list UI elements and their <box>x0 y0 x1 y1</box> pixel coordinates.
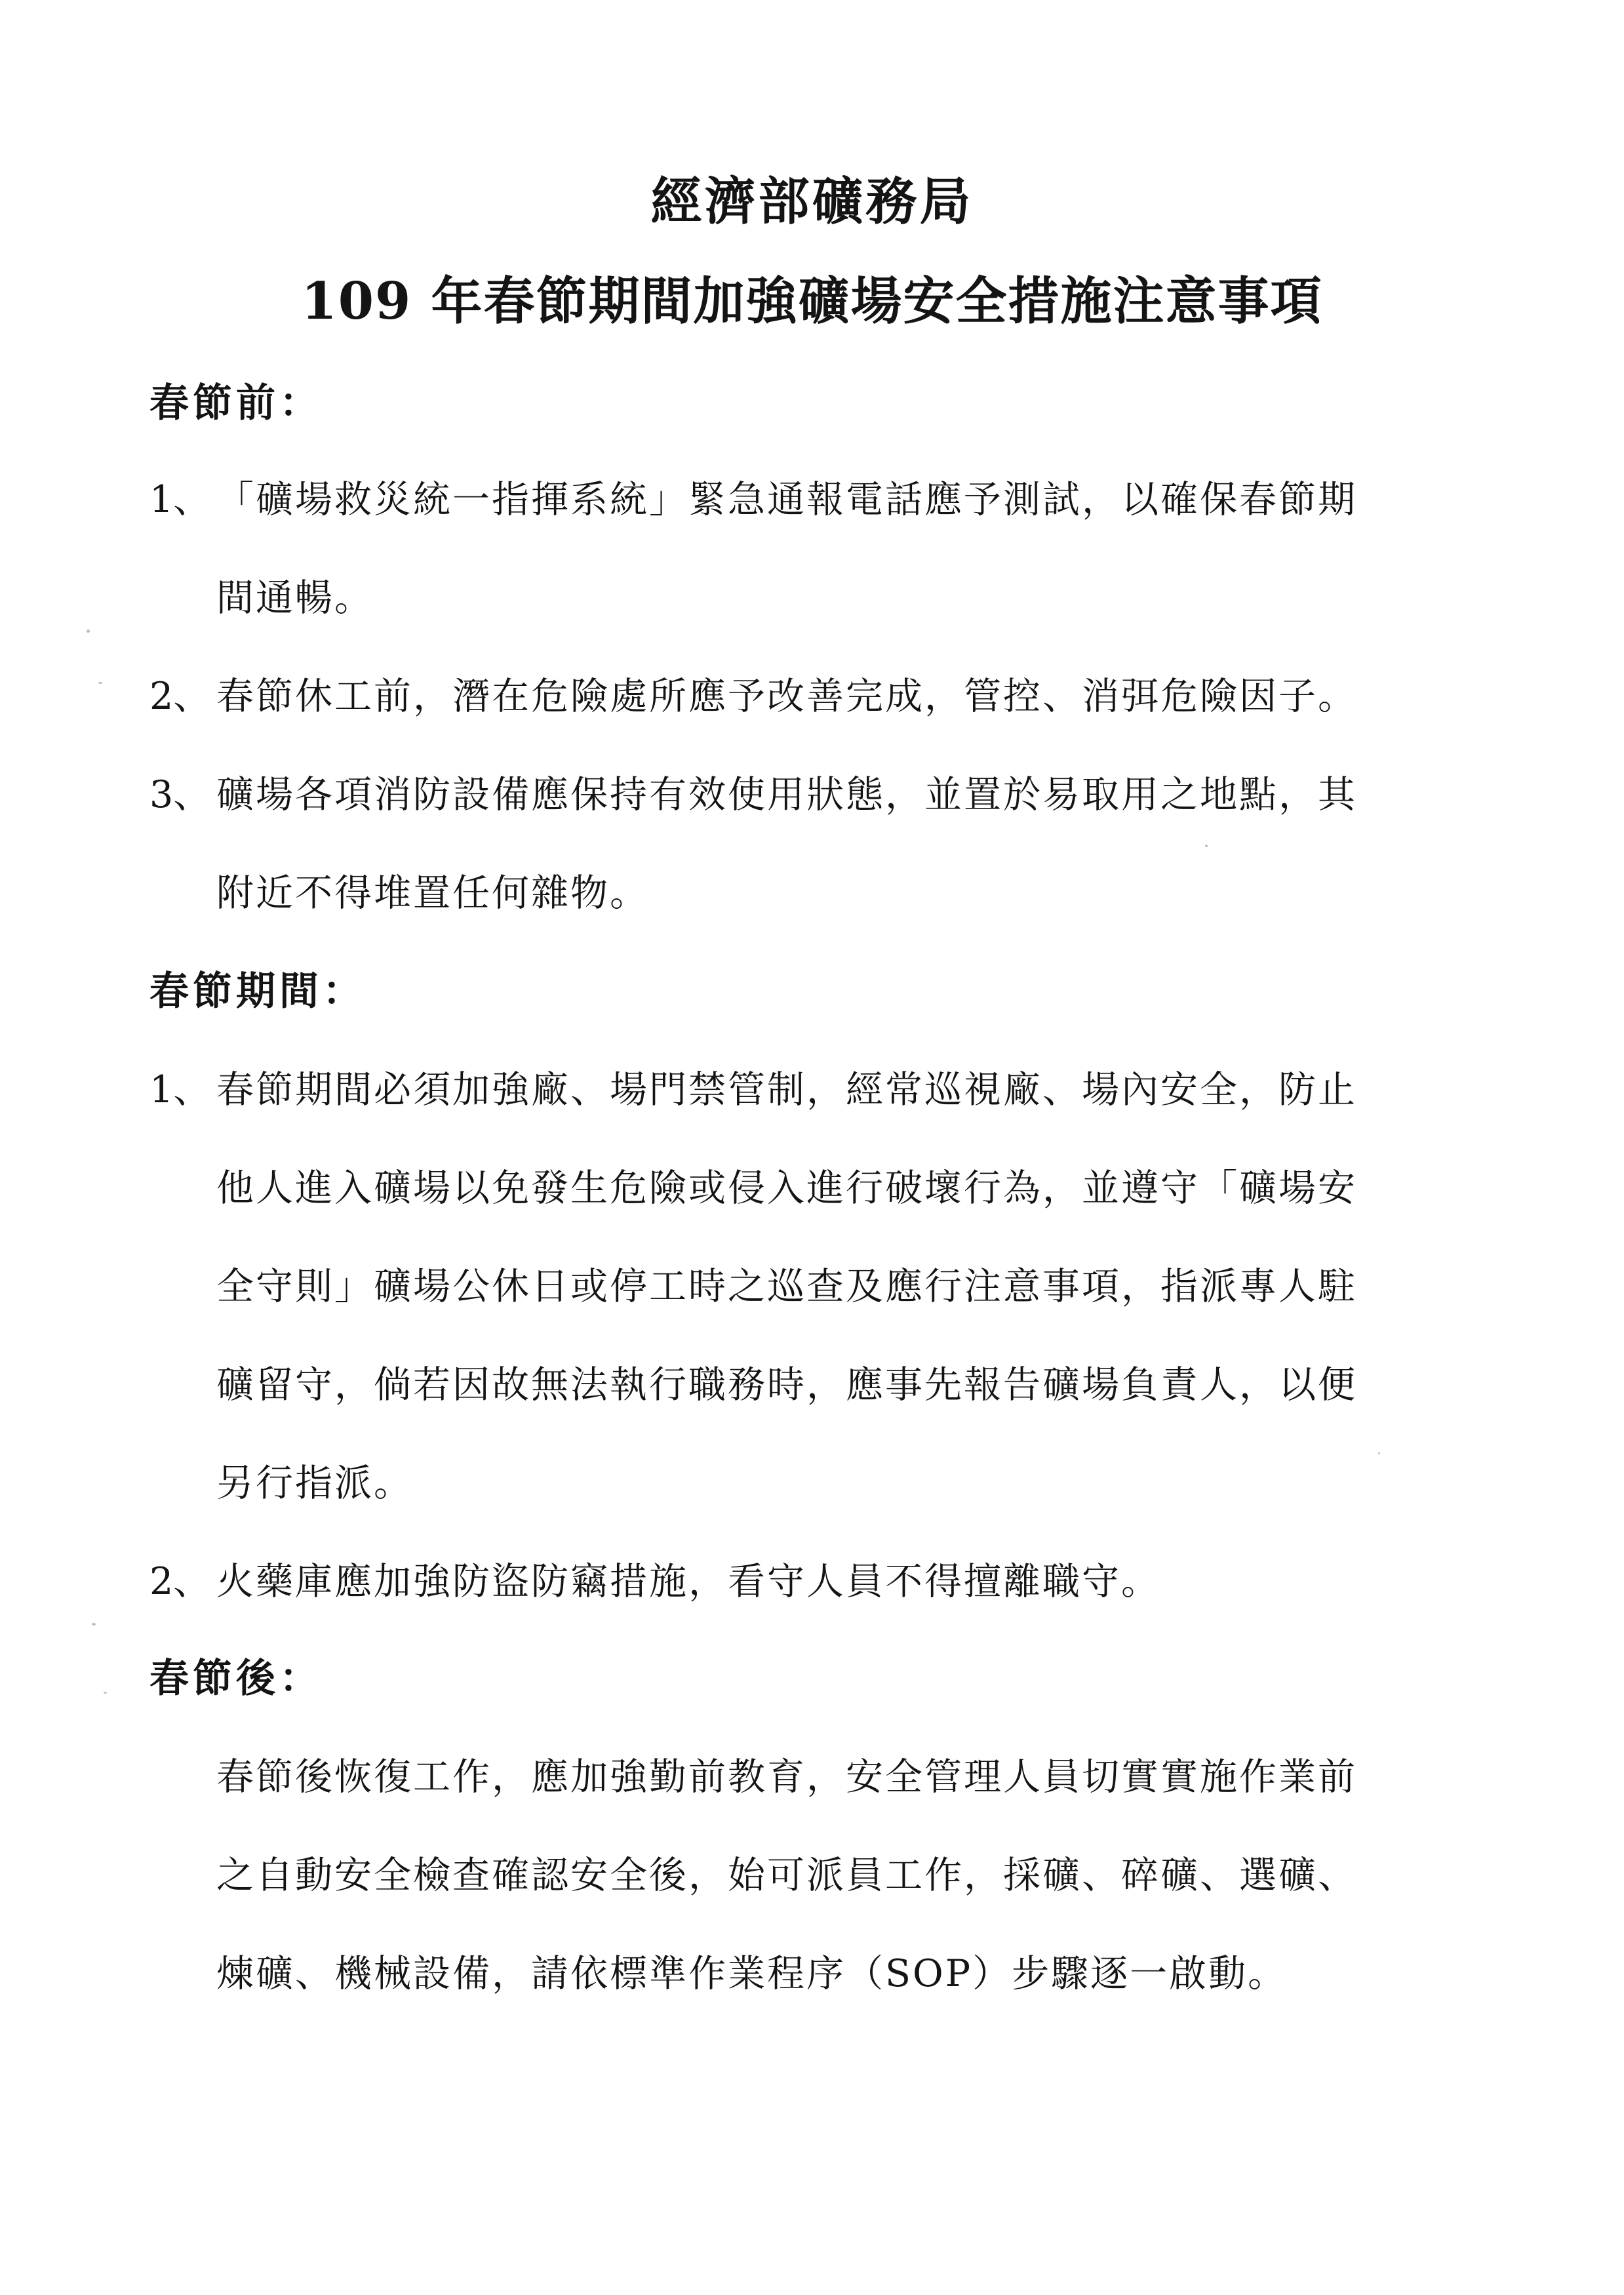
scan-speck <box>1205 845 1208 847</box>
item-line: 春節休工前，潛在危險處所應予改善完成，管控、消弭危險因子。 <box>216 675 1357 718</box>
item-number: 2、 <box>149 1560 211 1603</box>
item-line: 「礦場救災統一指揮系統」緊急通報電話應予測試，以確保春節期 <box>216 478 1357 521</box>
scan-speck <box>98 682 102 684</box>
item-line: 全守則」礦場公休日或停工時之巡查及應行注意事項，指派專人駐 <box>216 1265 1357 1308</box>
item-line: 附近不得堆置任何雜物。 <box>216 871 649 915</box>
item-line: 間通暢。 <box>216 576 374 620</box>
scan-speck <box>1378 1452 1380 1454</box>
document-agency-title: 經濟部礦務局 <box>650 172 974 231</box>
item-line: 他人進入礦場以免發生危險或侵入進行破壞行為，並遵守「礦場安 <box>216 1167 1357 1210</box>
section-heading-before: 春節前： <box>149 380 323 426</box>
section-heading-during: 春節期間： <box>149 968 366 1014</box>
section-heading-after: 春節後： <box>149 1656 323 1702</box>
item-line: 春節後恢復工作，應加強勤前教育，安全管理人員切實實施作業前 <box>216 1755 1357 1799</box>
item-line: 另行指派。 <box>216 1462 413 1505</box>
item-line: 之自動安全檢查確認安全後，始可派員工作，採礦、碎礦、選礦、 <box>216 1854 1357 1897</box>
item-line: 春節期間必須加強廠、場門禁管制，經常巡視廠、場內安全，防止 <box>216 1068 1357 1111</box>
item-number: 3、 <box>149 773 211 816</box>
item-line: 火藥庫應加強防盜防竊措施，看守人員不得擅離職守。 <box>216 1560 1160 1603</box>
scan-speck <box>104 1692 107 1694</box>
document-main-title: 109 年春節期間加強礦場安全措施注意事項 <box>301 271 1323 331</box>
scan-speck <box>87 629 90 633</box>
item-number: 1、 <box>149 1068 211 1111</box>
item-number: 1、 <box>149 478 211 521</box>
item-line: 礦留守，倘若因故無法執行職務時，應事先報告礦場負責人，以便 <box>216 1363 1357 1407</box>
item-number: 2、 <box>149 675 211 718</box>
scan-speck <box>92 1623 96 1626</box>
item-line: 煉礦、機械設備，請依標準作業程序（SOP）步驟逐一啟動。 <box>216 1952 1288 1995</box>
item-line: 礦場各項消防設備應保持有效使用狀態，並置於易取用之地點，其 <box>216 773 1357 816</box>
